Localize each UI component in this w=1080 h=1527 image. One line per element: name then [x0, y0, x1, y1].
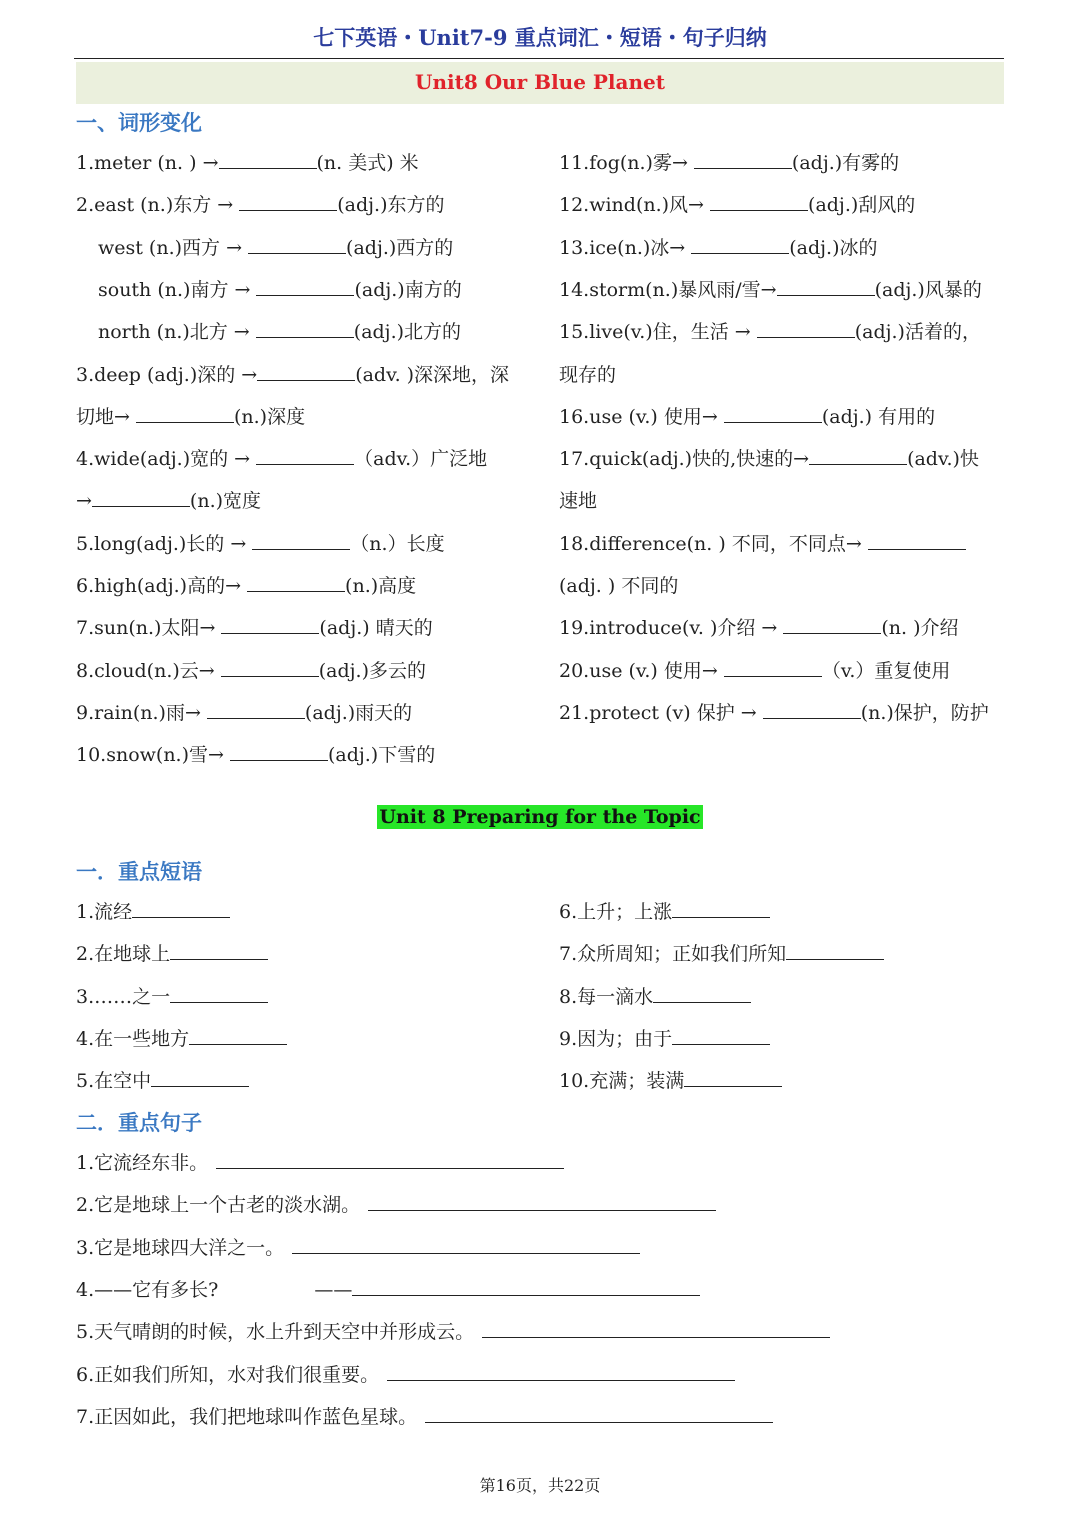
- word-form-item: [559, 235, 878, 261]
- phrase-prompt: 9.因为；由于: [559, 1027, 673, 1050]
- word-form-prompt: 8.cloud(n.)云→: [76, 659, 221, 682]
- answer-blank[interactable]: [672, 1026, 770, 1045]
- word-form-item: [76, 531, 445, 557]
- answer-blank[interactable]: [189, 1026, 287, 1045]
- word-form-prompt: 19.introduce(v. )介绍 →: [559, 617, 784, 640]
- word-form-prompt: 9.rain(n.)雨→: [76, 701, 207, 724]
- word-form-prompt: 4.wide(adj.)宽的 →: [76, 448, 257, 471]
- answer-blank[interactable]: [256, 446, 354, 465]
- answer-blank[interactable]: [256, 277, 354, 296]
- phrase-prompt: 6.上升；上涨: [559, 901, 673, 923]
- word-forms-heading: 一、词形变化: [76, 111, 202, 135]
- answer-blank[interactable]: [757, 319, 855, 338]
- answer-blank[interactable]: [257, 362, 355, 381]
- word-form-prompt: 6.high(adj.)高的→: [76, 575, 248, 597]
- phrase-prompt: 2.在地球上: [76, 943, 171, 966]
- answer-blank[interactable]: [352, 1277, 700, 1296]
- word-form-prompt: 11.fog(n.)雾→: [559, 152, 694, 174]
- sentence-item: [76, 1192, 716, 1218]
- word-form-prompt: 速地: [559, 490, 598, 513]
- answer-blank[interactable]: [170, 984, 268, 1003]
- phrase-item: [559, 1068, 782, 1094]
- word-form-item: [76, 362, 509, 388]
- answer-blank[interactable]: [151, 1068, 249, 1087]
- answer-blank[interactable]: [292, 1235, 640, 1254]
- answer-blank[interactable]: [230, 742, 328, 761]
- word-form-hint: (adv.)快: [907, 448, 979, 471]
- unit-title: Unit8 Our Blue Planet: [415, 70, 665, 94]
- answer-blank[interactable]: [247, 573, 345, 592]
- word-form-prompt: 10.snow(n.)雪→: [76, 744, 230, 767]
- word-form-item: [559, 573, 678, 599]
- word-form-item: [98, 277, 462, 303]
- word-form-hint: (adj.)雨天的: [304, 701, 413, 724]
- phrase-item: [76, 1068, 249, 1094]
- word-form-item: [76, 700, 412, 726]
- answer-blank[interactable]: [221, 615, 319, 634]
- word-form-hint: (n.)保护，防护: [860, 701, 989, 724]
- answer-blank[interactable]: [256, 319, 354, 338]
- word-form-prompt: south (n.)南方 →: [98, 278, 257, 301]
- word-form-item: [76, 150, 419, 176]
- word-form-item: [76, 742, 435, 768]
- topic-title: Unit 8 Preparing for the Topic: [379, 806, 701, 828]
- word-form-hint: (adj.) 晴天的: [319, 617, 433, 640]
- word-form-hint: (adj.) 有用的: [821, 405, 936, 428]
- phrase-prompt: 8.每一滴水: [559, 985, 654, 1008]
- answer-blank[interactable]: [216, 1150, 564, 1169]
- word-form-hint: (n. 美式) 米: [316, 152, 419, 174]
- sentence-prompt: 7.正因如此，我们把地球叫作蓝色星球。: [76, 1405, 418, 1428]
- word-form-item: [559, 658, 950, 684]
- phrase-item: [76, 984, 268, 1010]
- sentence-prompt: 5.天气晴朗的时候，水上升到天空中并形成云。: [76, 1321, 475, 1344]
- word-form-item: [559, 488, 597, 514]
- word-form-hint: (n.)高度: [345, 575, 417, 597]
- phrase-item: [559, 941, 884, 967]
- word-form-prompt: 2.east (n.)东方 →: [76, 194, 240, 217]
- word-form-item: [76, 615, 433, 641]
- answer-blank[interactable]: [694, 150, 792, 169]
- sentence-prompt: 6.正如我们所知，水对我们很重要。: [76, 1363, 380, 1386]
- answer-blank[interactable]: [252, 531, 350, 550]
- word-form-prompt: 14.storm(n.)暴风雨/雪→: [559, 278, 777, 301]
- word-form-hint: （n.）长度: [350, 532, 445, 555]
- answer-blank[interactable]: [763, 700, 861, 719]
- answer-blank[interactable]: [387, 1362, 735, 1381]
- phrase-prompt: 7.众所周知；正如我们所知: [559, 943, 787, 966]
- word-form-hint: (adj.)冰的: [789, 236, 878, 259]
- word-form-prompt: 21.protect (v) 保护 →: [559, 701, 763, 724]
- word-form-prompt: 切地→: [76, 405, 136, 428]
- word-form-item: [76, 446, 487, 472]
- phrase-item: [76, 899, 230, 925]
- answer-blank[interactable]: [777, 277, 875, 296]
- word-form-hint: (n.)深度: [233, 405, 306, 428]
- word-form-hint: (n.)宽度: [189, 490, 262, 513]
- sentence-prompt: 1.它流经东非。: [76, 1152, 209, 1174]
- word-form-item: [98, 319, 461, 345]
- answer-blank[interactable]: [710, 192, 808, 211]
- word-form-item: [76, 658, 426, 684]
- sentence-item: [76, 1277, 700, 1303]
- phrase-item: [76, 941, 268, 967]
- topic-heading: [0, 806, 1080, 828]
- word-form-hint: (n. )介绍: [881, 617, 959, 640]
- word-form-item: [559, 277, 982, 303]
- word-form-prompt: 5.long(adj.)长的 →: [76, 532, 253, 555]
- answer-blank[interactable]: [786, 941, 884, 960]
- word-form-prompt: 7.sun(n.)太阳→: [76, 617, 222, 640]
- sentence-item: [76, 1235, 640, 1261]
- answer-blank[interactable]: [425, 1404, 773, 1423]
- word-form-prompt: →: [76, 490, 92, 513]
- word-form-hint: (adj.)活着的，: [854, 321, 981, 344]
- word-form-item: [559, 404, 935, 430]
- sentence-prompt: 3.它是地球四大洋之一。: [76, 1236, 285, 1259]
- word-form-hint: (adj.)东方的: [337, 194, 445, 217]
- answer-blank[interactable]: [783, 615, 881, 634]
- word-form-prompt: 12.wind(n.)风→: [559, 194, 711, 217]
- answer-blank[interactable]: [724, 658, 822, 677]
- answer-blank[interactable]: [672, 899, 770, 918]
- word-form-item: [76, 404, 305, 430]
- answer-blank[interactable]: [368, 1192, 716, 1211]
- unit-title-band: [76, 62, 1004, 104]
- word-form-item: [559, 446, 979, 472]
- word-form-hint: (adj.)有雾的: [791, 152, 900, 174]
- word-form-item: [98, 235, 453, 261]
- word-form-hint: (adj.)多云的: [318, 659, 426, 682]
- answer-blank[interactable]: [482, 1319, 830, 1338]
- word-form-item: [76, 192, 444, 218]
- word-form-prompt: 3.deep (adj.)深的 →: [76, 363, 258, 386]
- phrase-prompt: 3.……之一: [76, 985, 171, 1008]
- answer-blank[interactable]: [684, 1068, 782, 1087]
- word-form-prompt: 18.difference(n. ) 不同，不同点→: [559, 532, 868, 555]
- sentence-item: [76, 1319, 830, 1345]
- answer-blank[interactable]: [724, 404, 822, 423]
- answer-blank[interactable]: [207, 700, 305, 719]
- word-form-item: [559, 319, 981, 345]
- sentence-item: [76, 1404, 773, 1430]
- word-form-item: [559, 700, 989, 726]
- phrase-prompt: 5.在空中: [76, 1070, 152, 1093]
- phrase-prompt: 1.流经: [76, 901, 133, 923]
- word-form-item: [76, 573, 416, 599]
- phrase-item: [76, 1026, 287, 1052]
- word-form-prompt: north (n.)北方 →: [98, 321, 256, 344]
- phrase-prompt: 4.在一些地方: [76, 1027, 190, 1050]
- answer-blank[interactable]: [92, 488, 190, 507]
- page-footer: 第16页，共22页: [479, 1476, 601, 1495]
- word-form-prompt: (adj. ) 不同的: [559, 575, 679, 597]
- phrase-prompt: 10.充满；装满: [559, 1070, 685, 1093]
- sentence-item: [76, 1362, 735, 1388]
- answer-blank[interactable]: [136, 404, 234, 423]
- phrases-heading: 一．重点短语: [76, 860, 202, 884]
- answer-blank[interactable]: [132, 899, 230, 918]
- word-form-hint: (adj.)下雪的: [327, 744, 436, 767]
- word-form-hint: (adj.)风暴的: [874, 278, 982, 301]
- word-form-prompt: west (n.)西方 →: [98, 236, 249, 259]
- sentence-prompt: 4.——它有多长?: [76, 1278, 219, 1301]
- sentence-item: [76, 1150, 564, 1176]
- word-form-prompt: 16.use (v.) 使用→: [559, 405, 724, 428]
- phrase-item: [559, 984, 751, 1010]
- word-form-hint: （adv.）广泛地: [354, 448, 488, 471]
- answer-blank[interactable]: [248, 235, 346, 254]
- answer-blank[interactable]: [868, 531, 966, 550]
- word-form-item: [559, 192, 915, 218]
- word-form-prompt: 15.live(v.)住，生活 →: [559, 321, 757, 344]
- answer-dash: ——: [314, 1278, 353, 1301]
- word-form-prompt: 现存的: [559, 363, 617, 386]
- answer-blank[interactable]: [239, 192, 337, 211]
- phrase-item: [559, 899, 770, 925]
- answer-blank[interactable]: [219, 150, 317, 169]
- sentence-prompt: 2.它是地球上一个古老的淡水湖。: [76, 1194, 361, 1217]
- word-form-prompt: 20.use (v.) 使用→: [559, 659, 724, 682]
- answer-blank[interactable]: [653, 984, 751, 1003]
- answer-blank[interactable]: [170, 941, 268, 960]
- sentences-heading: 二．重点句子: [76, 1111, 202, 1135]
- word-form-item: [559, 150, 899, 176]
- word-form-item: [559, 531, 966, 557]
- word-form-hint: (adj.)刮风的: [808, 194, 916, 217]
- word-form-hint: （v.）重复使用: [821, 659, 951, 682]
- word-form-hint: (adj.)南方的: [354, 278, 462, 301]
- answer-blank[interactable]: [221, 658, 319, 677]
- phrase-item: [559, 1026, 770, 1052]
- answer-blank[interactable]: [691, 235, 789, 254]
- word-form-item: [559, 362, 616, 388]
- page-header-title: 七下英语・Unit7-9 重点词汇・短语・句子归纳: [313, 25, 767, 50]
- word-form-prompt: 17.quick(adj.)快的,快速的→: [559, 448, 810, 471]
- word-form-item: [559, 615, 959, 641]
- word-form-hint: (adj.)北方的: [353, 321, 462, 344]
- header-divider: [74, 58, 1004, 59]
- word-form-prompt: 13.ice(n.)冰→: [559, 236, 692, 259]
- word-form-item: [76, 488, 261, 514]
- word-form-prompt: 1.meter (n. ) →: [76, 152, 219, 174]
- answer-blank[interactable]: [809, 446, 907, 465]
- word-form-hint: (adv. )深深地，深: [355, 363, 510, 386]
- word-form-hint: (adj.)西方的: [346, 236, 454, 259]
